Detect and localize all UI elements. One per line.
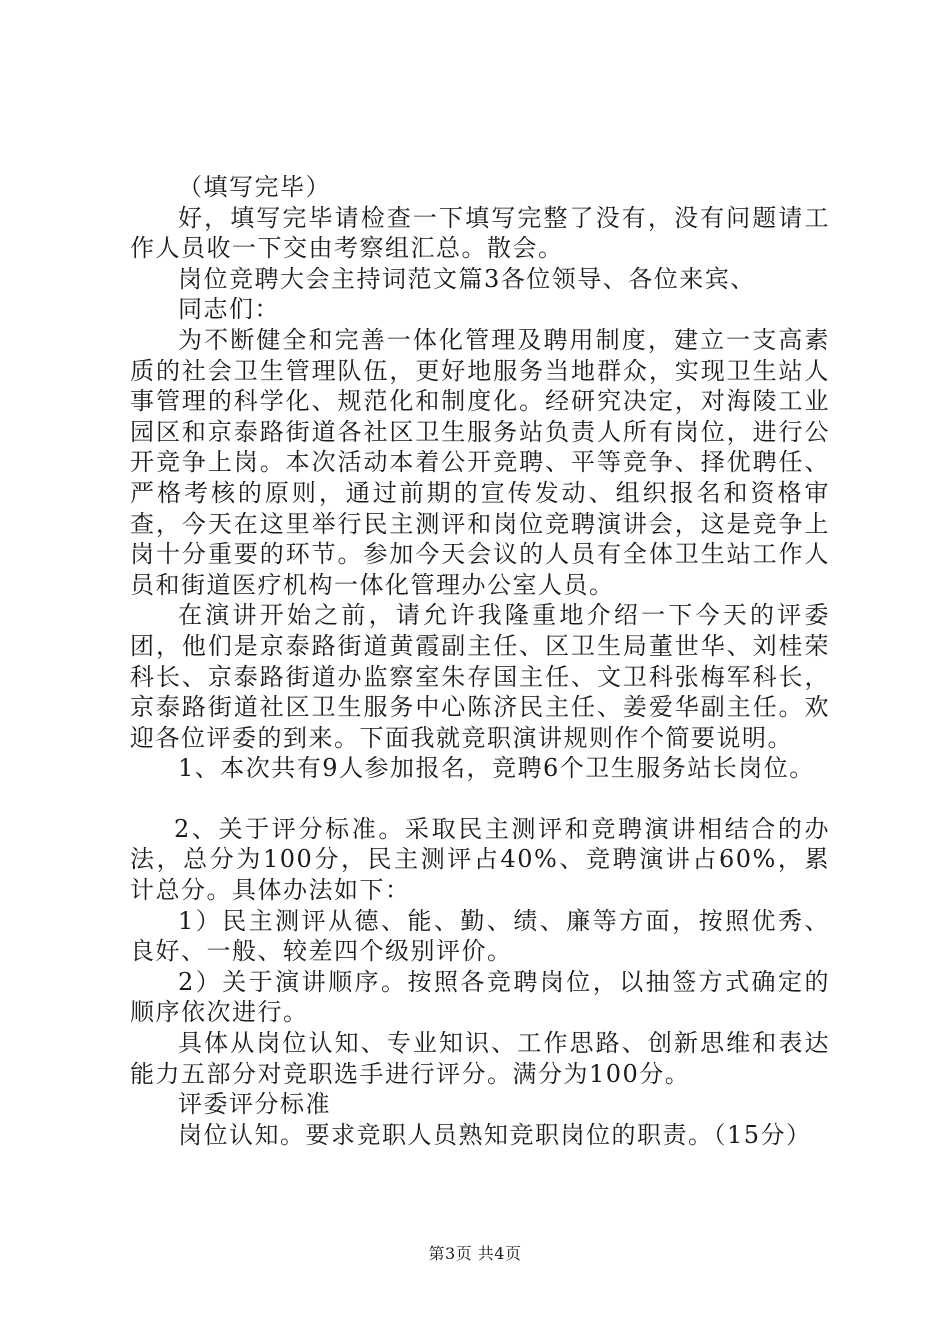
paragraph-judges-intro: 在演讲开始之前，请允许我隆重地介绍一下今天的评委团，他们是京泰路街道黄霞副主任、区卫生局董世华、刘桂荣科长、京泰路街道办监察室朱存国主任、文卫科张梅军科长，京泰路街道社区卫生服务中心陈济民主任、姜爱华副主任。欢迎各位评委的到来。下面我就竞职演讲规则作个简要说明。 <box>130 601 830 752</box>
paragraph-scoring-parts: 具体从岗位认知、专业知识、工作思路、创新思维和表达能力五部分对竞职选手进行评分。满分为100分。 <box>130 1029 830 1088</box>
paragraph-fill-complete: （填写完毕） <box>178 173 331 201</box>
page-number-footer: 第3页 共4页 <box>428 1244 522 1263</box>
paragraph-section-title: 岗位竞聘大会主持词范文篇3各位领导、各位来宾、 <box>178 264 756 293</box>
paragraph-judging-standard-heading: 评委评分标准 <box>178 1090 331 1119</box>
paragraph-salutation: 同志们： <box>178 295 280 324</box>
paragraph-rule-2: 2、关于评分标准。采取民主测评和竞聘演讲相结合的办法，总分为100分，民主测评占40%、竞聘演讲占60%，累计总分。具体办法如下： <box>130 814 830 905</box>
paragraph-rule-1: 1、本次共有9人参加报名，竞聘6个卫生服务站长岗位。 <box>178 754 815 783</box>
paragraph-check-and-adjourn: 好，填写完毕请检查一下填写完整了没有，没有问题请工作人员收一下交由考察组汇总。散会。 <box>130 203 830 263</box>
paragraph-purpose: 为不断健全和完善一体化管理及聘用制度，建立一支高素质的社会卫生管理队伍，更好地服务当地群众，实现卫生站人事管理的科学化、规范化和制度化。经研究决定，对海陵工业园区和京泰路街道各社区卫生服务站负责人所有岗位，进行公开竞争上岗。本次活动本着公开竞聘、平等竞争、择优聘任、严格考核的原则，通过前期的宣传发动、组织报名和资格审查，今天在这里举行民主测评和岗位竞聘演讲会，这是竞争上岗十分重要的环节。参加今天会议的人员有全体卫生站工作人员和街道医疗机构一体化管理办公室人员。 <box>130 325 830 599</box>
document-body <box>130 172 830 1150</box>
paragraph-rule-2-2: 2）关于演讲顺序。按照各竞聘岗位，以抽签方式确定的顺序依次进行。 <box>130 967 830 1027</box>
paragraph-position-knowledge: 岗位认知。要求竞职人员熟知竞职岗位的职责。（15分） <box>178 1120 812 1149</box>
paragraph-rule-2-1: 1）民主测评从德、能、勤、绩、廉等方面，按照优秀、良好、一般、较差四个级别评价。 <box>130 906 830 966</box>
